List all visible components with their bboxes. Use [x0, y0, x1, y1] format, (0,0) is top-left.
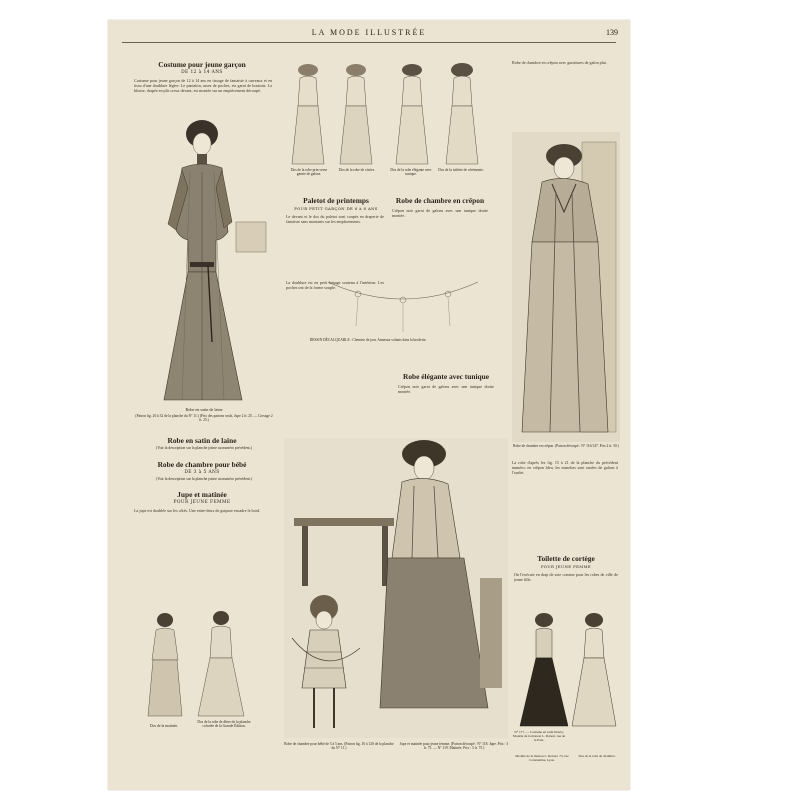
heading-robe-elegante: Robe élégante avec tunique [402, 372, 489, 381]
figure-toilette-cortege [516, 610, 620, 730]
heading-jupe-matinee: Jupe et matinée [177, 490, 227, 499]
heading-paletot: Paletot de printemps [303, 196, 369, 205]
magazine-title: LA MODE ILLUSTRÉE [311, 28, 427, 37]
figure-dos-diner [196, 608, 246, 720]
heading-toilette-cortege: Toilette de cortège [537, 554, 595, 563]
paragraph-robe-elegante: Crêpon noir garni de galons avec une tunique droite montée. [398, 384, 494, 394]
heading-robe-chambre-bebe: Robe de chambre pour bébé [157, 460, 247, 469]
figure-dos-matinee [144, 610, 186, 720]
paragraph-paletot: Le devant et le dos du paletot sont coupés en draperie de fantaisie sans montants sur les emplacements. [286, 214, 384, 224]
desc-bebe: (Voir la description sur la planche jointe au numéro précédent.) [156, 477, 252, 481]
illustration-woman-robe-chambre [512, 132, 620, 442]
caption-dessin: DESSIN DÉCALQUABLE : Chemise de jour. Anneaux volants dans la broderie. [309, 338, 427, 342]
paragraph-jupe: La jupe est doublée sur les côtés. Une entre-deux de guipure encadre le bord. [134, 508, 261, 513]
caption-top4: Dos de la toilette de cérémonie. [438, 168, 484, 172]
heading-robe-chambre-crepon: Robe de chambre en crêpon [395, 196, 485, 205]
caption-top2: Dos de la robe de visites. [338, 168, 376, 172]
caption-satin-patron: (Patron fig. 26 à 32 de la planche du N° 11.) (Prix des patrons seuls, Jupe 2 fr. 25. — Corsage 2 fr. 25.) [135, 414, 273, 423]
caption-dos-diner: Dos de la robe de dîner de la planche coloriée de la Grande Édition. [197, 720, 251, 729]
caption-toilette: N° 177. — Costume en satin liberty, Modèle de la maison L. Robert, rue de la Paix. [512, 730, 566, 743]
caption-top1: Dos de la robe prin-cesse garnie de galons. [290, 168, 328, 177]
figure-dessin-decalquable [318, 276, 488, 336]
illustration-seated-woman-and-child [284, 438, 508, 738]
subheading-bebe: DE 3 à 5 ANS [184, 470, 220, 475]
heading-costume: Costume pour jeune garçon [158, 60, 246, 69]
caption-dos-robe: Dos de la robe de chambre. [578, 754, 616, 758]
illustration-dos-diner [196, 608, 246, 720]
caption-bebe: Robe de chambre pour bébé de 3 à 5 ans. (Patron fig. 10 à 120 de la planche du N° 11.) [284, 742, 394, 751]
paragraph-paletot-cont: La doublure est en petit lainage soutenu à l'intérieur. Les poches ont de la forme souple. [286, 280, 384, 290]
page-number: 139 [606, 28, 618, 37]
paragraph-crepon: Crêpon noir garni de galons avec une tunique droite montée. [392, 208, 488, 218]
paragraph-costume: Costume pour jeune garçon de 12 à 14 ans en tissage de fantaisie à carreaux et en tissu d'une doublure légère. Le pantalon, assez de poches, est garni de boutons. La blouse, drapée en plis creux devant, est montée sur un empiècement découpé. [134, 78, 272, 93]
page-header [108, 28, 630, 50]
figure-robe-chambre-crepon [512, 132, 620, 442]
figure-top-row [286, 60, 484, 166]
caption-top3: Dos de la robe élégante avec tunique. [390, 168, 432, 177]
heading-robe-satin: Robe en satin de laine [167, 436, 237, 445]
header-rule [122, 42, 616, 43]
subheading-paletot: POUR PETIT GARÇON DE 6 à 8 ANS [294, 206, 378, 211]
caption-robe-satin: Robe en satin de laine [185, 407, 223, 412]
figure-jupe-matinee [284, 438, 508, 738]
caption-dos-matinee: Dos de la matinée. [149, 724, 179, 728]
paragraph-right-top: Robe de chambre en crêpon avec garnitures de galon plat. [512, 60, 607, 65]
subheading-jupe-matinee: POUR JEUNE FEMME [173, 500, 231, 505]
paragraph-cortege: On l'exécute en drap de soie comme pour les robes de ville de jeune fille. [514, 572, 618, 582]
figure-robe-satin [138, 112, 276, 412]
subheading-costume: DE 12 à 14 ANS [181, 70, 223, 75]
paragraph-right-mid: La robe d'après les fig. 15 à 21 de la planche du précédent numéro; en crêpon bleu, les manches sont ornées de galons à l'ourlet. [512, 460, 618, 475]
caption-modeles: Modèle de la maison L. Robert, 73, rue Constantine, Lyon. [515, 754, 569, 763]
subheading-toilette-cortege: POUR JEUNE FEMME [540, 564, 592, 569]
illustration-two-dresses [516, 610, 620, 730]
illustration-woman-satin [138, 112, 276, 412]
illustration-embroidery-pattern [318, 276, 488, 336]
magazine-page [108, 20, 630, 790]
desc-robe-satin: (Voir la description sur la planche jointe au numéro précédent.) [156, 446, 252, 450]
caption-robe-chambre: Robe de chambre en crêpon. (Patron découpé : N° 116/147. Prix 2 fr. 50.) [513, 444, 619, 448]
illustration-four-back-views [286, 60, 484, 166]
caption-jupe-matinee: Jupe et matinée pour jeune femme. (Patron découpé : N° 118. Jupe. Prix : 3 fr. 75. — N° 119. Matinée. Prix : 3 fr. 75.) [399, 742, 509, 751]
illustration-dos-matinee [144, 610, 186, 720]
